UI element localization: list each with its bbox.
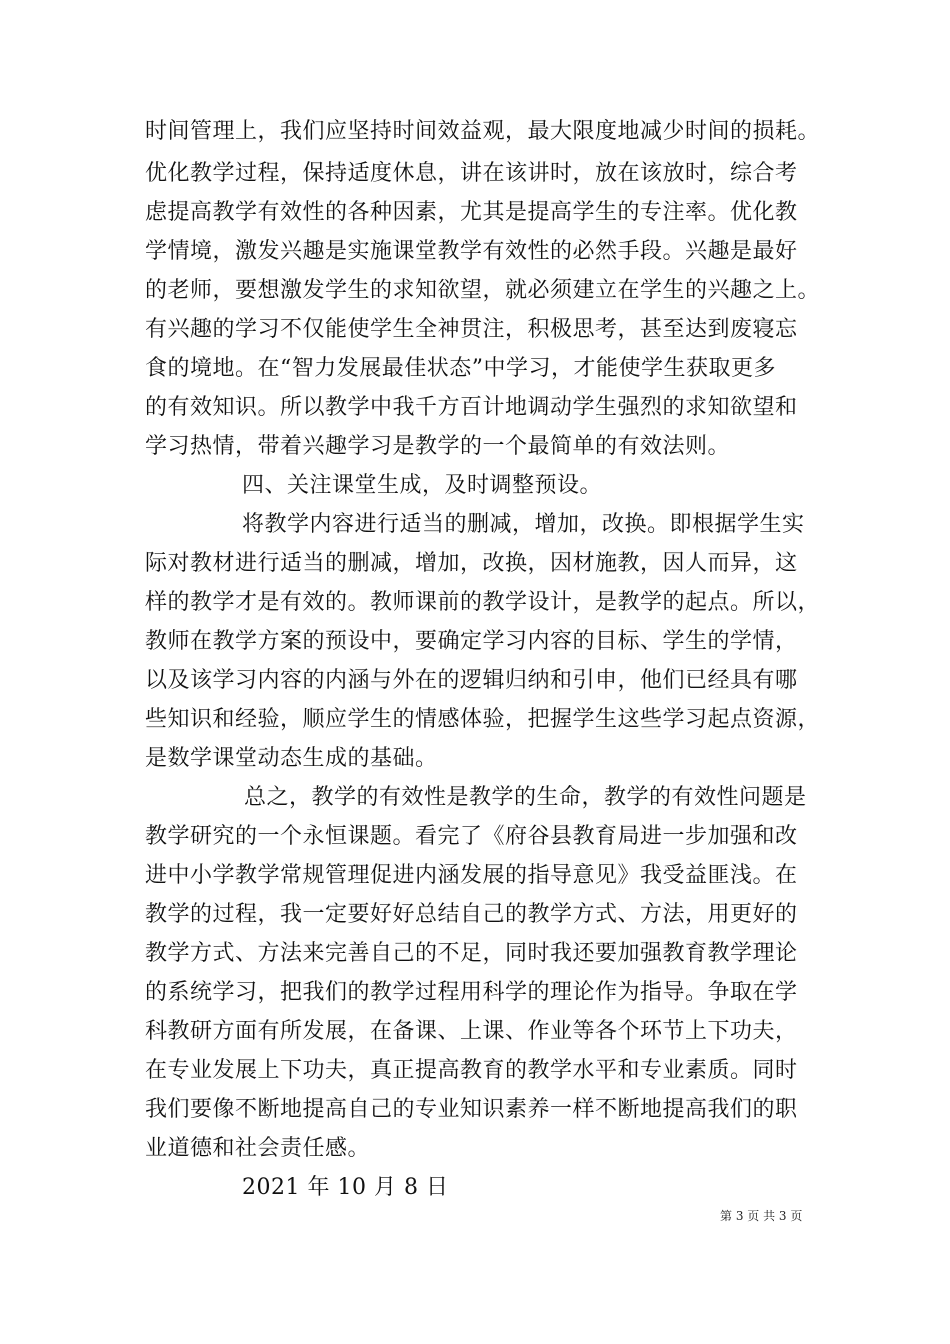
text-line: 科教研方面有所发展，在备课、上课、作业等各个环节上下功夫，	[145, 1019, 798, 1044]
page-number-footer: 第 3 页 共 3 页	[720, 1209, 803, 1223]
text-line: 以及该学习内容的内涵与外在的逻辑归纳和引申，他们已经具有哪	[145, 668, 798, 693]
text-line: 教学研究的一个永恒课题。看完了《府谷县教育局进一步加强和改	[145, 824, 798, 849]
text-line: 总之，教学的有效性是教学的生命，教学的有效性问题是	[244, 785, 807, 810]
text-line: 样的教学才是有效的。教师课前的教学设计，是教学的起点。所以，	[145, 590, 821, 615]
text-line: 教师在教学方案的预设中，要确定学习内容的目标、学生的学情，	[145, 629, 798, 654]
text-line: 在专业发展上下功夫，真正提高教育的教学水平和专业素质。同时	[145, 1058, 798, 1083]
text-line: 的系统学习，把我们的教学过程用科学的理论作为指导。争取在学	[145, 980, 798, 1005]
document-date: 2021 年 10 月 8 日	[242, 1175, 449, 1200]
text-line: 教学的过程，我一定要好好总结自己的教学方式、方法，用更好的	[145, 902, 798, 927]
text-line: 食的境地。在“智力发展最佳状态”中学习，才能使学生获取更多	[145, 356, 776, 381]
text-line: 是数学课堂动态生成的基础。	[145, 746, 438, 771]
text-line: 时间管理上，我们应坚持时间效益观，最大限度地减少时间的损耗。	[145, 119, 821, 144]
text-line: 学情境，激发兴趣是实施课堂教学有效性的必然手段。兴趣是最好	[145, 239, 798, 264]
text-line: 优化教学过程，保持适度休息，讲在该讲时，放在该放时，综合考	[145, 161, 798, 186]
text-line: 进中小学教学常规管理促进内涵发展的指导意见》我受益匪浅。在	[145, 863, 798, 888]
text-line: 业道德和社会责任感。	[145, 1136, 371, 1161]
text-line: 将教学内容进行适当的删减，增加，改换。即根据学生实	[242, 512, 805, 537]
section-heading: 四、关注课堂生成，及时调整预设。	[242, 473, 603, 498]
text-line: 的有效知识。所以教学中我千方百计地调动学生强烈的求知欲望和	[145, 395, 798, 420]
text-line: 我们要像不断地提高自己的专业知识素养一样不断地提高我们的职	[145, 1097, 798, 1122]
text-line: 教学方式、方法来完善自己的不足，同时我还要加强教育教学理论	[145, 941, 798, 966]
text-line: 有兴趣的学习不仅能使学生全神贯注，积极思考，甚至达到废寝忘	[145, 317, 798, 342]
text-line: 际对教材进行适当的删减，增加，改换，因材施教，因人而异，这	[145, 551, 798, 576]
text-line: 学习热情，带着兴趣学习是教学的一个最简单的有效法则。	[145, 434, 731, 459]
text-line: 虑提高教学有效性的各种因素，尤其是提高学生的专注率。优化教	[145, 200, 798, 225]
text-line: 些知识和经验，顺应学生的情感体验，把握学生这些学习起点资源，	[145, 707, 821, 732]
text-line: 的老师，要想激发学生的求知欲望，就必须建立在学生的兴趣之上。	[145, 278, 821, 303]
